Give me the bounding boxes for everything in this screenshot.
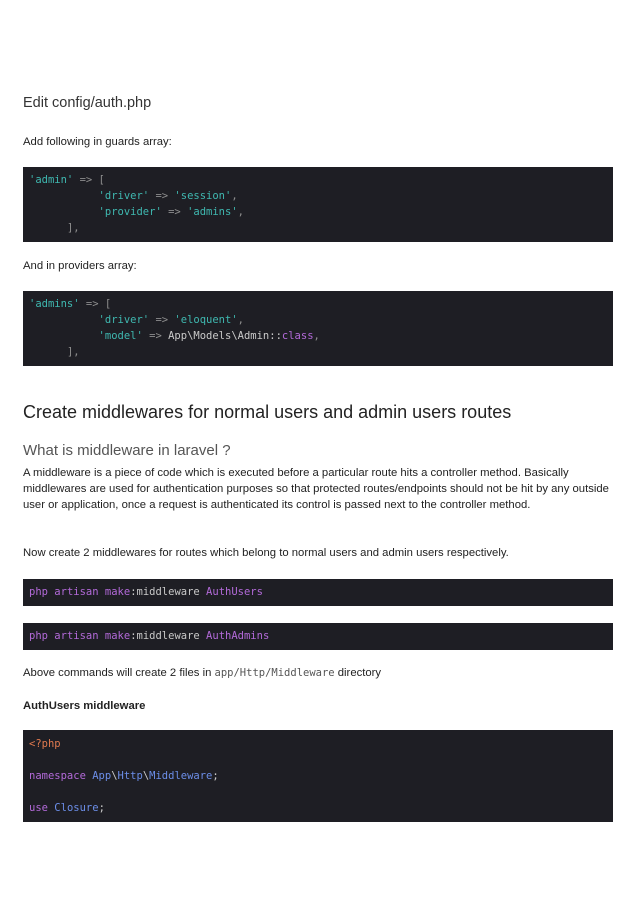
namespace-line: namespace App\Http\Middleware; — [29, 770, 219, 782]
code-line-1: 'admins' => [ — [29, 298, 112, 310]
providers-intro: And in providers array: — [23, 260, 137, 272]
code-line-4: ], — [66, 222, 80, 234]
heading-authusers-middleware: AuthUsers middleware — [23, 700, 146, 712]
code-line-3: 'model' => App\Models\Admin::class, — [98, 330, 320, 342]
code-block-cmd-authusers[interactable]: php artisan make:middleware AuthUsers — [23, 579, 613, 606]
php-open-tag: <?php — [29, 738, 61, 750]
create-two-intro: Now create 2 middlewares for routes which belong to normal users and admin users respectively. — [23, 547, 509, 559]
code-block-authusers[interactable] — [23, 730, 613, 822]
code-block-providers[interactable] — [23, 291, 613, 366]
code-line-1: 'admin' => [ — [29, 174, 105, 186]
code-line-4: ], — [66, 346, 80, 358]
code-block-cmd-authadmins[interactable]: php artisan make:middleware AuthAdmins — [23, 623, 613, 650]
above-commands-text: Above commands will create 2 files in app/Http/Middleware directory — [23, 667, 382, 679]
code-line-2: 'driver' => 'session', — [98, 190, 238, 202]
heading-what-is-middleware: What is middleware in laravel ? — [23, 442, 231, 459]
guards-intro: Add following in guards array: — [23, 136, 172, 148]
code-line-3: 'provider' => 'admins', — [98, 206, 244, 218]
use-line: use Closure; — [29, 802, 105, 814]
middleware-description: A middleware is a piece of code which is executed before a particular route hits a controller method. Basically middlewares are used for authentication purposes so that protected routes/endpoints should not be hit by any outside user or application, once a request is authenticated its control is passed next to the controller method. — [23, 467, 609, 511]
inline-path: app/Http/Middleware — [214, 667, 335, 679]
heading-create-middlewares: Create middlewares for normal users and admin users routes — [23, 402, 512, 422]
code-line-2: 'driver' => 'eloquent', — [98, 314, 244, 326]
heading-edit-config: Edit config/auth.php — [23, 95, 152, 111]
code-block-guards[interactable] — [23, 167, 613, 242]
